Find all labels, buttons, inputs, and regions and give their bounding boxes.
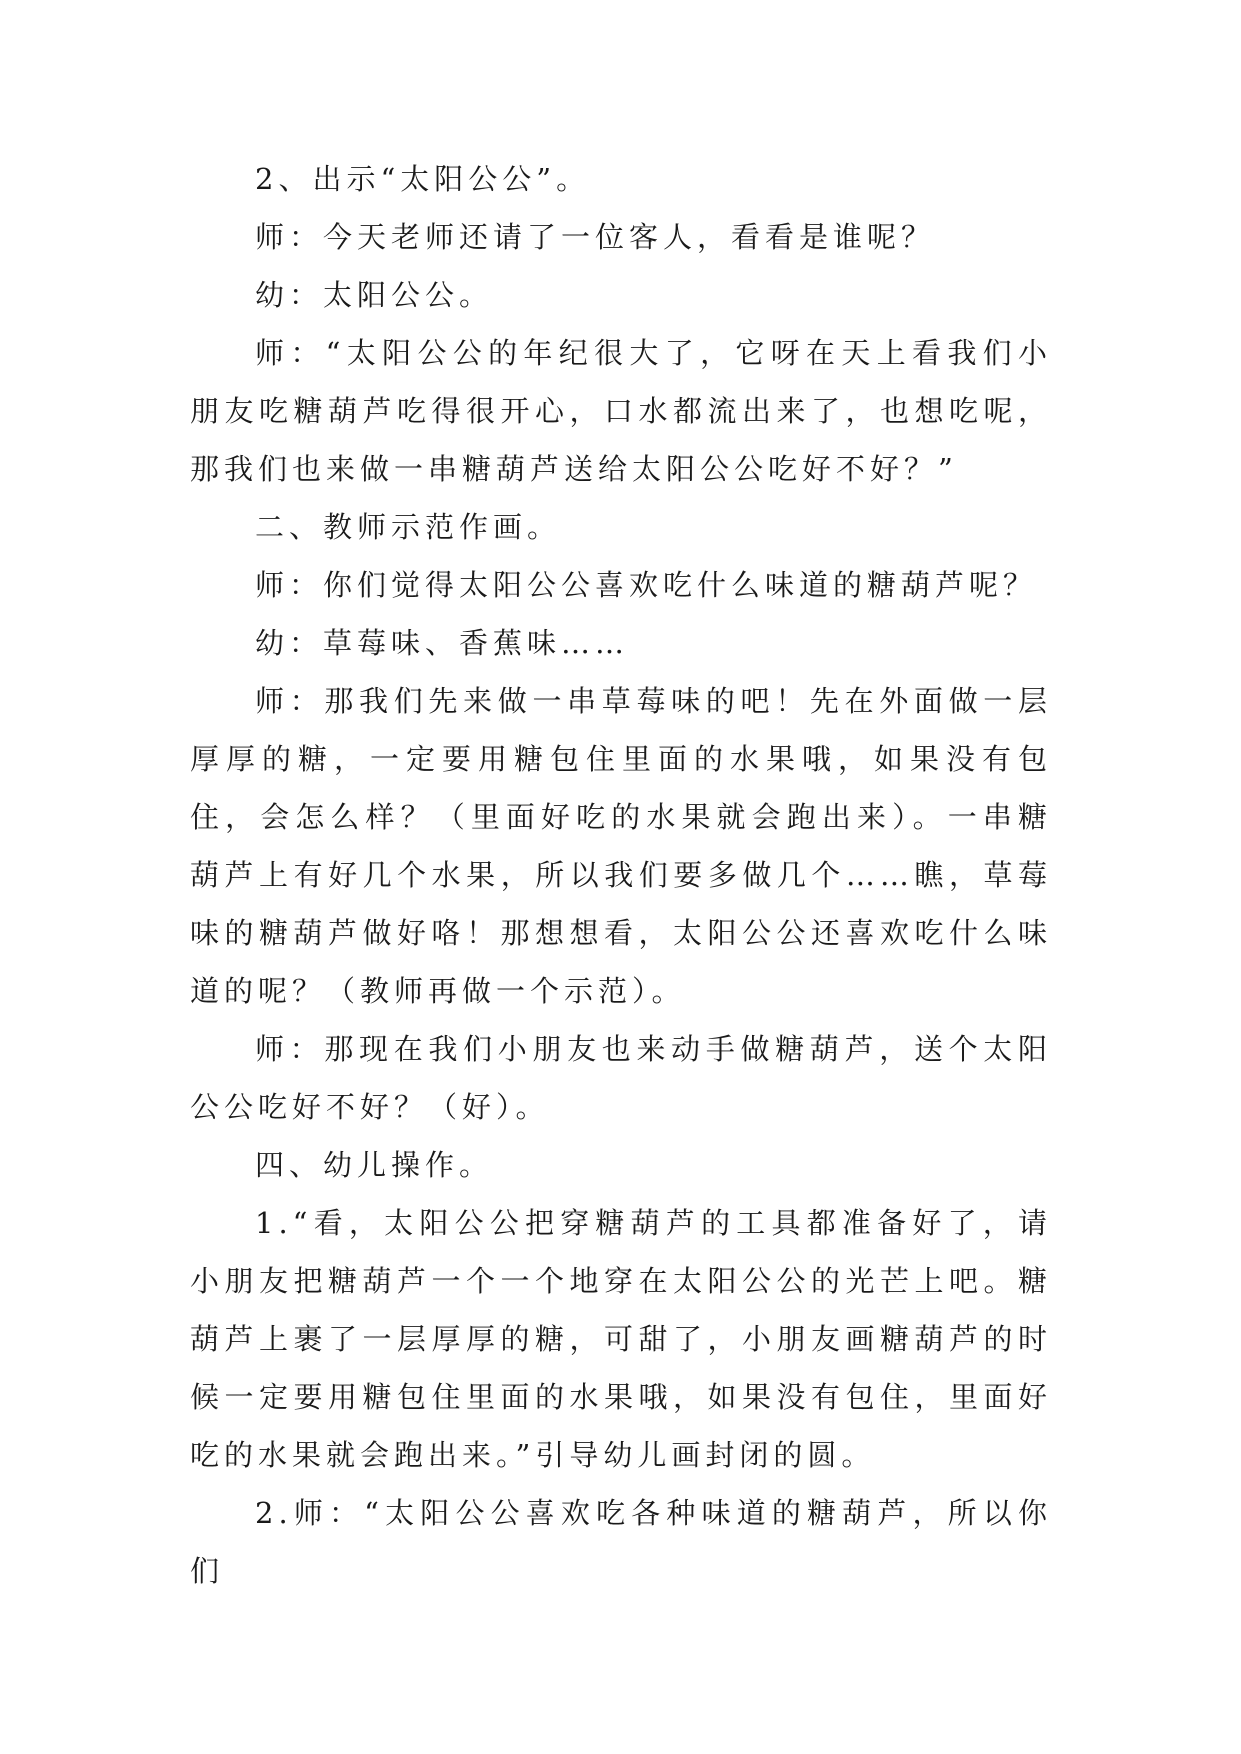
paragraph-item-2-show-sun: 2、出示“太阳公公”。 [255, 162, 591, 196]
paragraph-activity-step-1: 1.“看，太阳公公把穿糖葫芦的工具都准备好了，请小朋友把糖葫芦一个一个地穿在太阳公公的光芒上吧。糖葫芦上裹了一层厚厚的糖，可甜了，小朋友画糖葫芦的时候一定要用糖包住里面的水果哦，如果没有包住，里面好吃的水果就会跑出来。”引导幼儿画封闭的圆。 [190, 1206, 1052, 1472]
paragraph-teacher-flavor-question: 师：你们觉得太阳公公喜欢吃什么味道的糖葫芦呢？ [255, 568, 1038, 602]
paragraph-teacher-guest: 师：今天老师还请了一位客人，看看是谁呢？ [255, 220, 936, 254]
document-body [190, 150, 1052, 1600]
paragraph-child-flavors: 幼：草莓味、香蕉味…… [255, 626, 630, 660]
section-heading-teacher-demo: 二、教师示范作画。 [255, 510, 562, 544]
paragraph-teacher-invite: 师：那现在我们小朋友也来动手做糖葫芦，送个太阳公公吃好不好？（好）。 [190, 1032, 1052, 1124]
section-heading-child-activity: 四、幼儿操作。 [255, 1148, 494, 1182]
paragraph-child-sun: 幼：太阳公公。 [255, 278, 494, 312]
paragraph-teacher-sun-story: 师：“太阳公公的年纪很大了，它呀在天上看我们小朋友吃糖葫芦吃得很开心，口水都流出来了，也想吃呢，那我们也来做一串糖葫芦送给太阳公公吃好不好？” [190, 336, 1052, 486]
paragraph-teacher-demo-steps: 师：那我们先来做一串草莓味的吧！先在外面做一层厚厚的糖，一定要用糖包住里面的水果哦，如果没有包住，会怎么样？（里面好吃的水果就会跑出来）。一串糖葫芦上有好几个水果，所以我们要多做几个……瞧，草莓味的糖葫芦做好咯！那想想看，太阳公公还喜欢吃什么味道的呢？（教师再做一个示范）。 [190, 684, 1052, 1008]
paragraph-activity-step-2: 2.师：“太阳公公喜欢吃各种味道的糖葫芦，所以你们 [190, 1496, 1052, 1588]
